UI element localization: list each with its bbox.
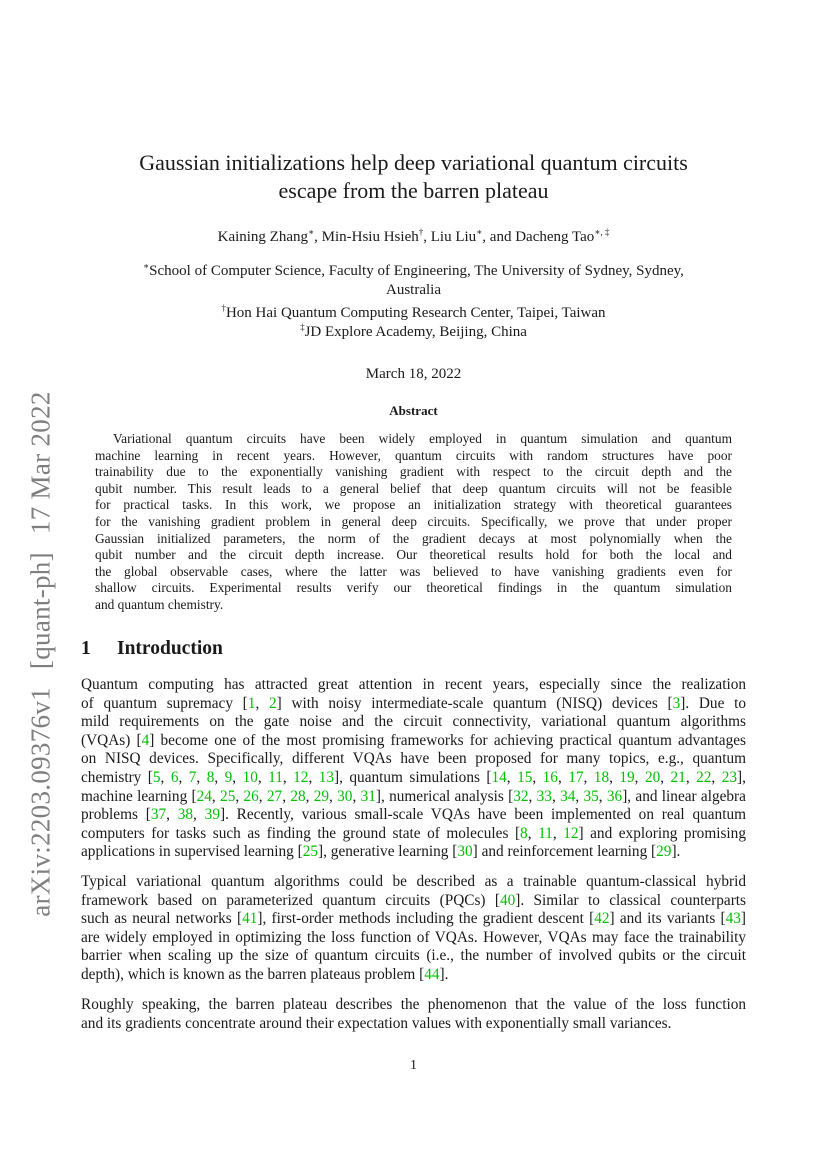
- text-run: chemistry [: [81, 768, 153, 786]
- arxiv-identifier-stamp: [26, 373, 57, 916]
- text-line: [81, 825, 746, 844]
- citation-link[interactable]: 17: [568, 768, 584, 786]
- citation-link[interactable]: 33: [536, 787, 552, 805]
- author-name: Min-Hsiu Hsieh: [321, 229, 419, 245]
- text-run: ,: [178, 768, 189, 786]
- text-run: ]. Recently, various small-scale VQAs have been implemented on real quantum: [219, 806, 746, 824]
- paragraph: [81, 676, 746, 862]
- text-run: ,: [235, 787, 244, 805]
- author-list: Kaining Zhang∗, Min-Hsiu Hsieh†, Liu Liu∗, and Dacheng Tao∗, ‡: [217, 227, 610, 245]
- text-run: ,: [552, 824, 564, 842]
- citation-link[interactable]: 18: [593, 768, 610, 786]
- citation-link[interactable]: 25: [220, 787, 236, 805]
- citation-link[interactable]: 31: [360, 787, 376, 805]
- citation-link[interactable]: 6: [170, 768, 179, 786]
- paper-date: March 18, 2022: [365, 366, 462, 382]
- abstract-line: the global observable cases, where the latter was believed to have vanishing gradients even for: [95, 563, 732, 579]
- author-mark: ∗: [476, 227, 483, 237]
- text-run: ,: [305, 787, 314, 805]
- text-run: ,: [660, 768, 671, 786]
- citation-link[interactable]: 15: [517, 768, 533, 786]
- text-run: ,: [232, 768, 243, 786]
- section-number: 1: [81, 638, 91, 659]
- text-run: depth), which is known as the barren plateaus problem [: [81, 965, 425, 983]
- citation-link[interactable]: 39: [204, 806, 220, 824]
- text-line: [81, 695, 746, 714]
- citation-link[interactable]: 2: [268, 694, 277, 712]
- text-run: applications in supervised learning [: [81, 843, 303, 861]
- citation-link[interactable]: 14: [491, 768, 507, 786]
- text-run: ,: [282, 768, 294, 786]
- paper-title: [0, 149, 827, 205]
- citation-link[interactable]: 38: [177, 806, 194, 824]
- author-mark: ∗: [308, 227, 315, 237]
- text-run: ], quantum simulations [: [334, 768, 492, 786]
- text-line: [81, 996, 746, 1015]
- citation-link[interactable]: 12: [293, 768, 309, 786]
- text-run: ,: [527, 824, 539, 842]
- text-line: [81, 788, 746, 807]
- citation-link[interactable]: 37: [150, 806, 167, 824]
- text-line: [81, 966, 746, 985]
- author-name: Dacheng Tao: [515, 229, 595, 245]
- abstract-line: for the vanishing gradient problem in general deep circuits. Specifically, we prove that under proper: [95, 513, 732, 529]
- affiliation-mark: ‡: [300, 322, 305, 332]
- citation-link[interactable]: 10: [242, 768, 258, 786]
- abstract-line: shallow circuits. Experimental results verify our theoretical findings in the quantum simulation: [95, 580, 732, 596]
- citation-link[interactable]: 11: [538, 824, 553, 842]
- paragraph: [81, 873, 746, 985]
- abstract-line: qubit number. This result leads to a general belief that deep quantum circuits will not be feasible: [95, 480, 732, 496]
- text-run: (VQAs) [: [81, 731, 142, 749]
- text-run: ,: [532, 768, 543, 786]
- citation-link[interactable]: 5: [152, 768, 161, 786]
- text-run: ], numerical analysis [: [375, 787, 514, 805]
- citation-link[interactable]: 40: [499, 891, 516, 909]
- text-run: ,: [214, 768, 225, 786]
- citation-link[interactable]: 16: [542, 768, 558, 786]
- citation-link[interactable]: 30: [457, 843, 473, 861]
- text-run: ] with noisy intermediate-scale quantum (NISQ) devices [: [276, 694, 673, 712]
- text-run: ,: [551, 787, 561, 805]
- author-name: Kaining Zhang: [217, 229, 309, 245]
- text-run: framework based on parameterized quantum circuits (PQCs) [: [81, 891, 500, 909]
- text-run: ,: [609, 768, 620, 786]
- affiliations: [0, 262, 827, 342]
- abstract-heading: Abstract: [389, 403, 438, 418]
- text-run: Quantum computing has attracted great attention in recent years, especially since the realization: [81, 676, 746, 693]
- affiliation-text: School of Computer Science, Faculty of Engineering, The University of Sydney, Sydney,: [149, 263, 684, 279]
- text-run: ,: [211, 787, 221, 805]
- paragraph: [81, 996, 746, 1033]
- citation-link[interactable]: 24: [196, 787, 212, 805]
- citation-link[interactable]: 12: [563, 824, 579, 842]
- text-line: [81, 910, 746, 929]
- citation-link[interactable]: 41: [242, 910, 258, 928]
- affiliation-text: JD Explore Academy, Beijing, China: [304, 324, 527, 340]
- text-run: ,: [258, 787, 267, 805]
- text-run: and its gradients concentrate around their expectation values with exponentially small variances.: [81, 1014, 672, 1032]
- citation-link[interactable]: 42: [594, 910, 610, 928]
- title-line: escape from the barren plateau: [278, 178, 549, 203]
- affiliation: [0, 304, 827, 323]
- text-line: [81, 750, 746, 769]
- title-line: Gaussian initializations help deep variational quantum circuits: [139, 150, 688, 175]
- text-run: ,: [193, 806, 205, 824]
- text-run: such as neural networks [: [81, 910, 243, 928]
- abstract-line: Variational quantum circuits have been widely employed in quantum simulation and quantum: [113, 431, 732, 446]
- citation-link[interactable]: 43: [725, 910, 741, 928]
- text-run: ] become one of the most promising frameworks for achieving practical quantum advantages: [149, 731, 746, 749]
- abstract-line: Gaussian initialized parameters, the norm of the gradient decays at most polynomially when the: [95, 530, 732, 546]
- text-run: of quantum supremacy [: [81, 694, 248, 712]
- citation-link[interactable]: 3: [672, 694, 681, 712]
- text-run: mild requirements on the gate noise and the circuit connectivity, variational quantum algorithms: [81, 713, 746, 731]
- citation-link[interactable]: 32: [513, 787, 529, 805]
- text-run: ]: [740, 910, 746, 928]
- text-run: ,: [711, 768, 722, 786]
- text-run: ,: [257, 768, 269, 786]
- text-run: ].: [439, 965, 449, 983]
- citation-link[interactable]: 22: [696, 768, 712, 786]
- text-line: [81, 769, 746, 788]
- text-run: ,: [583, 768, 594, 786]
- text-line: [81, 713, 746, 732]
- section-title: Introduction: [117, 638, 223, 659]
- text-run: ], generative learning [: [318, 843, 458, 861]
- arxiv-date: 17 Mar 2022: [25, 391, 56, 535]
- text-line: [81, 1015, 746, 1034]
- citation-link[interactable]: 44: [424, 965, 440, 983]
- text-run: ,: [557, 768, 569, 786]
- citation-link[interactable]: 23: [721, 768, 737, 786]
- text-run: ,: [166, 806, 178, 824]
- citation-link[interactable]: 13: [318, 768, 335, 786]
- page-number: 1: [410, 1058, 417, 1073]
- citation-link[interactable]: 4: [141, 731, 150, 749]
- text-run: ,: [282, 787, 291, 805]
- abstract-line: trainability due to the exponentially vanishing gradient with respect to the circuit depth and the: [95, 464, 732, 480]
- citation-link[interactable]: 34: [560, 787, 576, 805]
- citation-link[interactable]: 8: [520, 824, 528, 842]
- text-run: ,: [196, 768, 207, 786]
- citation-link[interactable]: 35: [583, 787, 599, 805]
- author-name: Liu Liu: [430, 229, 477, 245]
- text-run: ],: [736, 768, 746, 786]
- text-run: ] and its variants [: [609, 910, 726, 928]
- citation-link[interactable]: 30: [337, 787, 353, 805]
- author-mark: †: [418, 227, 424, 237]
- text-run: ,: [575, 787, 584, 805]
- arxiv-category: [quant-ph]: [25, 552, 56, 670]
- text-run: ], and linear algebra: [622, 787, 746, 805]
- citation-link[interactable]: 19: [619, 768, 635, 786]
- citation-link[interactable]: 21: [670, 768, 686, 786]
- text-run: ,: [685, 768, 697, 786]
- text-line: [81, 806, 746, 825]
- text-run: ,: [329, 787, 338, 805]
- text-run: Typical variational quantum algorithms could be described as a trainable quantum-classical hybrid: [81, 873, 746, 890]
- citation-link[interactable]: 28: [290, 787, 306, 805]
- citation-link[interactable]: 20: [644, 768, 661, 786]
- text-run: ,: [255, 694, 269, 712]
- text-line: [81, 873, 746, 892]
- author-mark: ∗, ‡: [594, 227, 610, 237]
- text-run: ,: [352, 787, 361, 805]
- citation-link[interactable]: 27: [266, 787, 283, 805]
- citation-link[interactable]: 36: [606, 787, 623, 805]
- text-run: ] and reinforcement learning [: [472, 843, 657, 861]
- citation-link[interactable]: 25: [302, 843, 319, 861]
- text-run: ,: [528, 787, 537, 805]
- abstract-line: and quantum chemistry.: [95, 596, 224, 612]
- text-line: [81, 843, 746, 862]
- text-run: are widely employed in optimizing the loss function of VQAs. However, VQAs may face the trainability: [81, 928, 746, 946]
- text-run: ,: [506, 768, 518, 786]
- citation-link[interactable]: 26: [243, 787, 259, 805]
- text-run: ,: [308, 768, 319, 786]
- abstract-line: machine learning in recent years. However, quantum circuits with random structures have poor: [95, 447, 732, 463]
- text-line: [81, 947, 746, 966]
- text-run: ,: [598, 787, 607, 805]
- text-run: ,: [634, 768, 645, 786]
- abstract-line: for practical tasks. In this work, we propose an initialization strategy with theoretical guarantees: [95, 497, 732, 513]
- citation-link[interactable]: 1: [247, 694, 256, 712]
- text-run: ]. Similar to classical counterparts: [515, 891, 746, 909]
- text-line: [81, 732, 746, 751]
- text-run: ,: [160, 768, 171, 786]
- text-run: ], first-order methods including the gradient descent [: [257, 910, 595, 928]
- text-line: [81, 676, 746, 695]
- citation-link[interactable]: 9: [224, 768, 233, 786]
- citation-link[interactable]: 7: [188, 768, 197, 786]
- text-run: ] and exploring promising: [578, 824, 746, 842]
- text-run: ]. Due to: [680, 694, 746, 712]
- arxiv-id: arXiv:2203.09376v1: [25, 687, 56, 917]
- citation-link[interactable]: 29: [656, 843, 672, 861]
- affiliation: [0, 262, 827, 281]
- affiliation-mark: ∗: [143, 261, 150, 271]
- text-line: [81, 929, 746, 948]
- affiliation-cont: Australia: [386, 282, 441, 298]
- text-line: [81, 892, 746, 911]
- text-run: machine learning [: [81, 787, 197, 805]
- affiliation-text: Hon Hai Quantum Computing Research Center, Taipei, Taiwan: [225, 305, 606, 321]
- text-run: ].: [671, 843, 681, 861]
- citation-link[interactable]: 11: [268, 768, 283, 786]
- abstract-line: qubit number and the circuit depth increase. Our theoretical results hold for both the local and: [95, 547, 732, 563]
- citation-link[interactable]: 8: [206, 768, 215, 786]
- text-run: barrier when scaling up the size of quantum circuits (i.e., the number of involved qubits or the circuit: [81, 947, 746, 965]
- section-heading: [81, 638, 223, 660]
- text-run: Roughly speaking, the barren plateau describes the phenomenon that the value of the loss function: [81, 996, 746, 1013]
- text-run: computers for tasks such as finding the ground state of molecules [: [81, 824, 521, 842]
- affiliation: [0, 323, 827, 342]
- abstract-body: [95, 431, 732, 614]
- text-run: problems [: [81, 806, 151, 824]
- affiliation-mark: †: [221, 303, 226, 313]
- citation-link[interactable]: 29: [313, 787, 330, 805]
- text-run: on NISQ devices. Specifically, different VQAs have been proposed for many topics, e.g., quantum: [81, 750, 746, 768]
